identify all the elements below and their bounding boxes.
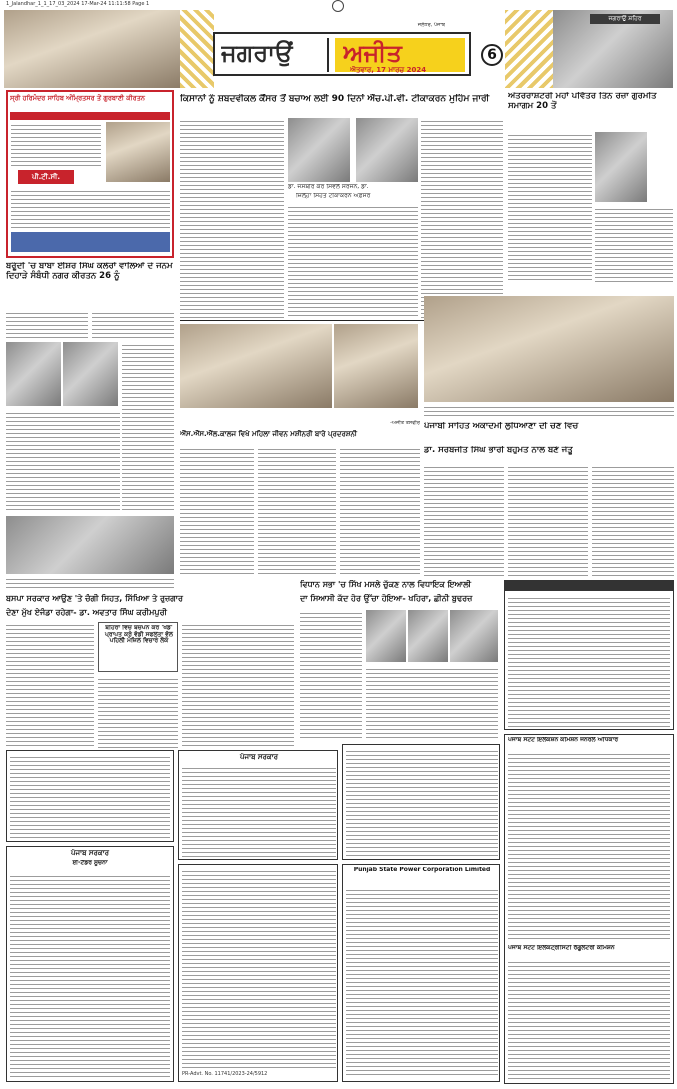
tender-box-punjab [6, 846, 174, 1082]
tender-center-body [182, 765, 336, 857]
headline-akademi-2: ਡਾ. ਸਰਬਜੀਤ ਸਿੰਘ ਭਾਰੀ ਬਹੁਮਤ ਨਾਲ ਬਣੇ ਜੇਤੂ [424, 446, 573, 455]
gurbani-ad-footer [11, 232, 170, 252]
bsp-photo-caption [6, 576, 174, 588]
bsp-side-box-text: ਬਹਿਰਾਂ ਵਿੱਚ ਬਚਪਨ ਕਰੋ 'ਖੇਡ' ਪ੍ਰਾਪਤ ਕਰੋ ਵੱਡੀ ਸਫਲਤਾ ਵੱਲ ਪਹਿਲੀ ਮੰਜ਼ਿਲ ਵਿਚਾਰੇ ਲੋਕੋ [105, 625, 173, 645]
gurbani-ad-band [10, 112, 170, 120]
hpv-col-2 [288, 204, 418, 318]
tender-center-body-2 [182, 868, 336, 1068]
headline-bsp-2: ਦੇਣਾ ਮੁੱਖ ਏਜੰਡਾ ਰਹੇਗਾ- ਡਾ. ਅਵਤਾਰ ਸਿੰਘ ਕਰੀਮਪੁਰੀ [6, 608, 167, 617]
college-col-2 [258, 446, 336, 576]
tender-table [10, 873, 170, 1077]
gurmat-col-1 [508, 132, 592, 282]
college-col-1 [180, 446, 254, 576]
iyali-col-2 [366, 666, 498, 740]
baba-photo [595, 132, 647, 202]
pspcl-title: Punjab State Power Corporation Limited [353, 867, 491, 873]
masthead-left-photo [4, 10, 184, 88]
college-photo-1 [180, 324, 332, 408]
right-notice-body [508, 595, 670, 727]
masthead-right-word: ਅਜੀਤ [343, 38, 402, 67]
masthead-badge: ਜਗਰਾਉਂ ਸ਼ਹਿਰ [590, 14, 660, 24]
college-col-3 [340, 446, 420, 576]
iyali-photo-3 [450, 610, 498, 662]
tender-punjab-title: ਪੰਜਾਬ ਸਰਕਾਰ [70, 849, 109, 857]
right-notice-header [505, 581, 674, 591]
pspcl-box [342, 864, 500, 1082]
gurbani-ad-tag: ਪੀ.ਟੀ.ਸੀ. [18, 170, 74, 184]
right-notice-box-1 [504, 580, 674, 730]
right-notice-box-2 [504, 734, 674, 1084]
tender-box-center-1 [178, 750, 338, 860]
right-notice-body-3 [508, 959, 670, 1079]
gurbani-ad-text [11, 122, 101, 166]
headline-college: ਐੱਸ.ਐੱਸ.ਐੱਲ.ਕਾਲਜ ਵਿਖੇ ਮਹਿਲਾ ਜੀਵਨ ਮਸ਼ੀਨਰੀ ਬਾਰੇ ਪ੍ਰਦਰਸ਼ਨੀ [180, 430, 358, 438]
akademi-col-2 [508, 464, 588, 576]
bsp-col-3 [182, 622, 294, 748]
masthead-divider [327, 38, 329, 72]
doctor-caption-right: ਜ਼ਿਲ੍ਹਾ ਸਿਹਤ ਟੀਕਾਕਰਨ ਅਫ਼ਸਰ [296, 193, 371, 199]
headline-bsp-1: ਬਸਪਾ ਸਰਕਾਰ ਆਉਣ 'ਤੇ ਚੰਗੀ ਸਿਹਤ, ਸਿੱਖਿਆ ਤੇ ਰੁਜ਼ਗਾਰ [6, 594, 184, 603]
tender-pr-no: PR-Advt. No. 11741/2023-24/5912 [182, 1071, 268, 1077]
headline-gurmat: ਅੰਤਰਰਾਸ਼ਟਰੀ ਮਹਾਂ ਪਵਿੱਤਰ ਤਿੰਨ ਰੋਜ਼ਾ ਗੁਰਮਤਿ ਸਮਾਗਮ 20 ਤੋਂ [508, 92, 657, 111]
iyali-col-1 [300, 610, 362, 740]
headline-akademi-1: ਪੰਜਾਬੀ ਸਾਹਿਤ ਅਕਾਦਮੀ ਲੁਧਿਆਣਾ ਦੀ ਚੋਣ ਵਿਚ [424, 422, 579, 431]
akademi-col-1 [424, 464, 504, 576]
kirtan-col-4 [6, 410, 120, 510]
iyali-photo-1 [366, 610, 406, 662]
hpv-col-3 [421, 118, 503, 318]
akademi-photo [424, 296, 674, 402]
kirtan-col-2 [92, 310, 174, 340]
headline-iyali-1: ਵਿਧਾਨ ਸਭਾ 'ਚ ਸਿੱਖ ਮਸਲੇ ਚੁੱਕਣ ਨਾਲ ਵਿਧਾਇਕ ਇਆਲੀ [300, 580, 472, 589]
kirtan-col-1 [6, 310, 88, 340]
akademi-col-3 [592, 464, 674, 576]
tender-notice-title: ਈ-ਟੈਂਡਰ ਸੂਚਨਾ [72, 860, 108, 866]
gurbani-ad-box [6, 90, 174, 258]
headline-hpv: ਕਿਸਾਨਾਂ ਨੂੰ ਸ਼ਬਦਵੀਕਲ ਕੈਂਸਰ ਤੋਂ ਬਚਾਅ ਲਈ 90 ਦਿਨਾਂ ਐੱਚ.ਪੀ.ਵੀ. ਟੀਕਾਕਰਨ ਮੁਹਿੰਮ ਜਾਰੀ [180, 94, 490, 104]
akademi-caption [424, 404, 674, 418]
tender-box-center-2 [178, 864, 338, 1082]
tender-body-1 [10, 754, 170, 838]
doctor-photo-left [288, 118, 350, 182]
doctor-caption-left: ਡਾ. ਜਸਬੀਰ ਕੌਰ ਸਿਵਲ ਸਰਜਨ, ਡਾ. [288, 184, 369, 190]
page-number: 6 [481, 44, 503, 66]
print-slug: 1_Jalandhar_1_1_17_03_2024 17-Mar-24 11:11:58 Page 1 [6, 1, 150, 7]
headline-nagar-kirtan: ਬਰੂੰਦੀ 'ਚ ਬਾਬਾ ਈਸ਼ਰ ਸਿੰਘ ਕਲੇਰਾਂ ਵਾਲਿਆਂ ਦੇ ਜਨਮ ਦਿਹਾੜੇ ਸੰਬੰਧੀ ਨਗਰ ਕੀਰਤਨ 26 ਨੂੰ [6, 262, 173, 281]
pspcl-body [346, 887, 498, 1077]
gurbani-ad-schedule [11, 188, 170, 228]
gurbani-ad-title: ਸ੍ਰੀ ਹਰਿਮੰਦਰ ਸਾਹਿਬ ਅੰਮ੍ਰਿਤਸਰ ਤੋਂ ਗੁਰਬਾਣੀ ਕੀਰਤਨ [10, 94, 145, 102]
kirtan-col-3 [122, 342, 174, 510]
gurmat-col-2 [595, 206, 673, 282]
right-notice-body-2 [508, 751, 670, 941]
masthead-subtitle: ਜਲੰਧਰ, ਪੰਜਾਬ [417, 22, 445, 28]
tender-box-right-1 [342, 744, 500, 860]
golden-temple-photo [106, 122, 170, 182]
right-notice-title-1: ਪੰਜਾਬ ਸਟੇਟ ਇਲੈਕਸ਼ਨ ਕਮਿਸ਼ਨ ਜਨਰਲ ਅਧਿਕਾਰ [508, 737, 619, 743]
masthead-right-pattern [505, 10, 555, 88]
masthead-left-word: ਜਗਰਾਉਂ [221, 38, 293, 67]
right-notice-title-2: ਪੰਜਾਬ ਸਟੇਟ ਇਲੈਕਟ੍ਰੀਸਿਟੀ ਰੈਗੂਲੇਟਰੀ ਕਮਿਸ਼ਨ [508, 945, 615, 951]
tender-box-left-top [6, 750, 174, 842]
headline-iyali-2: ਦਾ ਸਿਆਸੀ ਕੱਦ ਹੋਰ ਉੱਚਾ ਹੋਇਆ- ਖਹਿਰਾ, ਛੀਨੀ ਬੁਢਰਜ਼ [300, 594, 473, 603]
doctor-photo-right [356, 118, 418, 182]
college-photo-credit: -ਅਜੀਤ ਤਸਵੀਰ [390, 420, 420, 426]
iyali-photo-2 [408, 610, 448, 662]
bsp-side-box [98, 622, 178, 672]
bsp-photo [6, 516, 174, 574]
tender-right-body [346, 748, 498, 856]
registration-mark [332, 0, 344, 12]
kirtan-photo-1 [6, 342, 61, 406]
bsp-col-2 [98, 676, 178, 748]
masthead-date: ਐਤਵਾਰ, 17 ਮਾਰਚ 2024 [350, 66, 427, 74]
hpv-col-1 [180, 118, 284, 318]
tender-center-title: ਪੰਜਾਬ ਸਰਕਾਰ [239, 753, 278, 761]
bsp-col-1 [6, 622, 94, 748]
college-photo-2 [334, 324, 418, 408]
kirtan-photo-2 [63, 342, 118, 406]
masthead-pattern [180, 10, 214, 88]
